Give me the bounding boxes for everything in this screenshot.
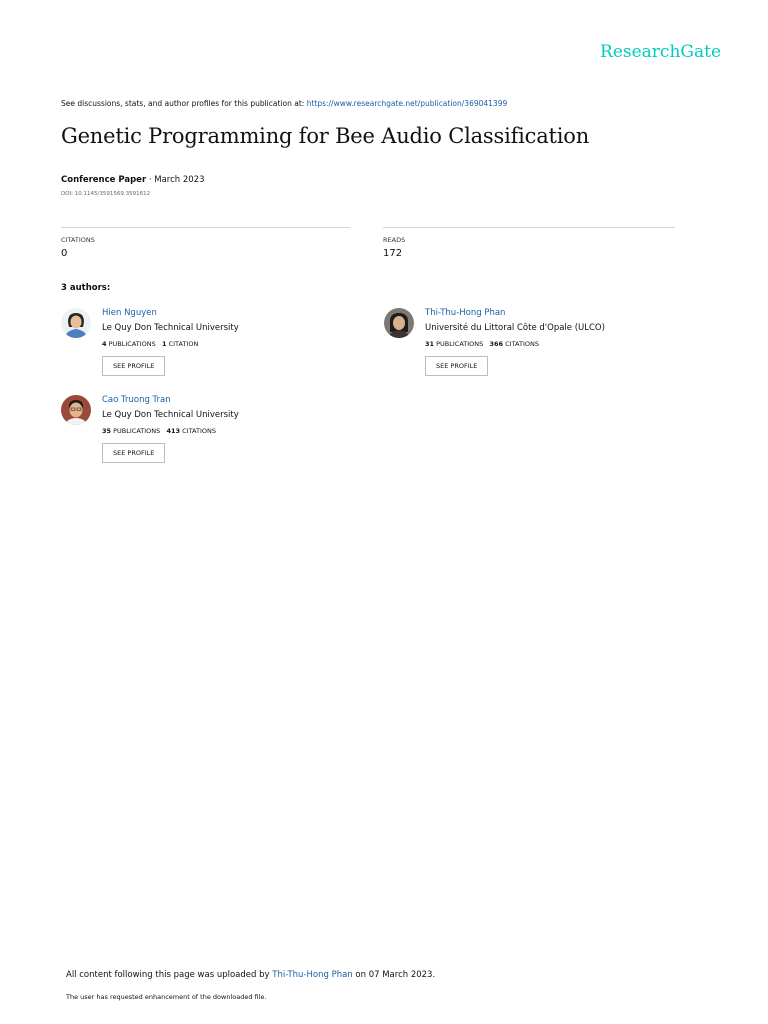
researchgate-logo[interactable]: ResearchGate xyxy=(600,42,721,62)
see-profile-button[interactable]: SEE PROFILE xyxy=(425,356,488,376)
author-info xyxy=(102,308,239,376)
publication-type: Conference Paper xyxy=(61,175,147,185)
publications-label: PUBLICATIONS xyxy=(108,340,156,348)
uploader-link[interactable]: Thi-Thu-Hong Phan xyxy=(272,970,353,980)
enhancement-note: The user has requested enhancement of the downloaded file. xyxy=(66,993,267,1001)
see-profile-button[interactable]: SEE PROFILE xyxy=(102,356,165,376)
citations-label: CITATIONS xyxy=(61,236,95,244)
citations-count: 366 xyxy=(489,340,504,348)
publications-count: 31 xyxy=(425,340,435,348)
avatar[interactable] xyxy=(61,308,91,338)
author-name[interactable]: Hien Nguyen xyxy=(102,308,157,318)
citations-count: 413 xyxy=(166,427,181,435)
upload-suffix: on 07 March 2023. xyxy=(352,970,436,980)
upload-note xyxy=(66,970,435,980)
reads-stat xyxy=(383,227,675,259)
citations-count-label: CITATIONS xyxy=(182,427,216,435)
doi: DOI: 10.1145/3591569.3591612 xyxy=(61,191,151,197)
publication-date: · March 2023 xyxy=(146,175,205,185)
citations-stat xyxy=(61,227,350,259)
publications-count: 4 xyxy=(102,340,107,348)
author-affiliation: Le Quy Don Technical University xyxy=(102,323,239,333)
reads-value: 172 xyxy=(383,248,403,259)
publications-count: 35 xyxy=(102,427,112,435)
citations-value: 0 xyxy=(61,248,68,259)
discussion-line xyxy=(61,99,507,108)
author-stats xyxy=(425,340,605,348)
discussion-text: See discussions, stats, and author profiles for this publication at: xyxy=(61,99,307,108)
publication-link[interactable]: https://www.researchgate.net/publication/369041399 xyxy=(306,99,508,108)
author-stats xyxy=(102,427,239,435)
see-profile-button[interactable]: SEE PROFILE xyxy=(102,443,165,463)
author-info xyxy=(102,395,239,463)
publications-label: PUBLICATIONS xyxy=(113,427,161,435)
publication-meta xyxy=(61,175,205,185)
avatar[interactable] xyxy=(384,308,414,338)
citations-count-label: CITATION xyxy=(168,340,199,348)
publications-label: PUBLICATIONS xyxy=(436,340,484,348)
citations-count-label: CITATIONS xyxy=(505,340,539,348)
reads-label: READS xyxy=(383,236,406,244)
upload-prefix: All content following this page was uploaded by xyxy=(66,970,273,980)
author-affiliation: Université du Littoral Côte d'Opale (ULCO) xyxy=(425,323,605,333)
author-affiliation: Le Quy Don Technical University xyxy=(102,410,239,420)
author-stats xyxy=(102,340,239,348)
authors-heading: 3 authors: xyxy=(61,283,111,293)
avatar[interactable] xyxy=(61,395,91,425)
author-name[interactable]: Thi-Thu-Hong Phan xyxy=(425,308,506,318)
author-name[interactable]: Cao Truong Tran xyxy=(102,395,171,405)
author-info xyxy=(425,308,605,376)
citations-count: 1 xyxy=(161,340,167,348)
page-title: Genetic Programming for Bee Audio Classification xyxy=(61,124,590,148)
